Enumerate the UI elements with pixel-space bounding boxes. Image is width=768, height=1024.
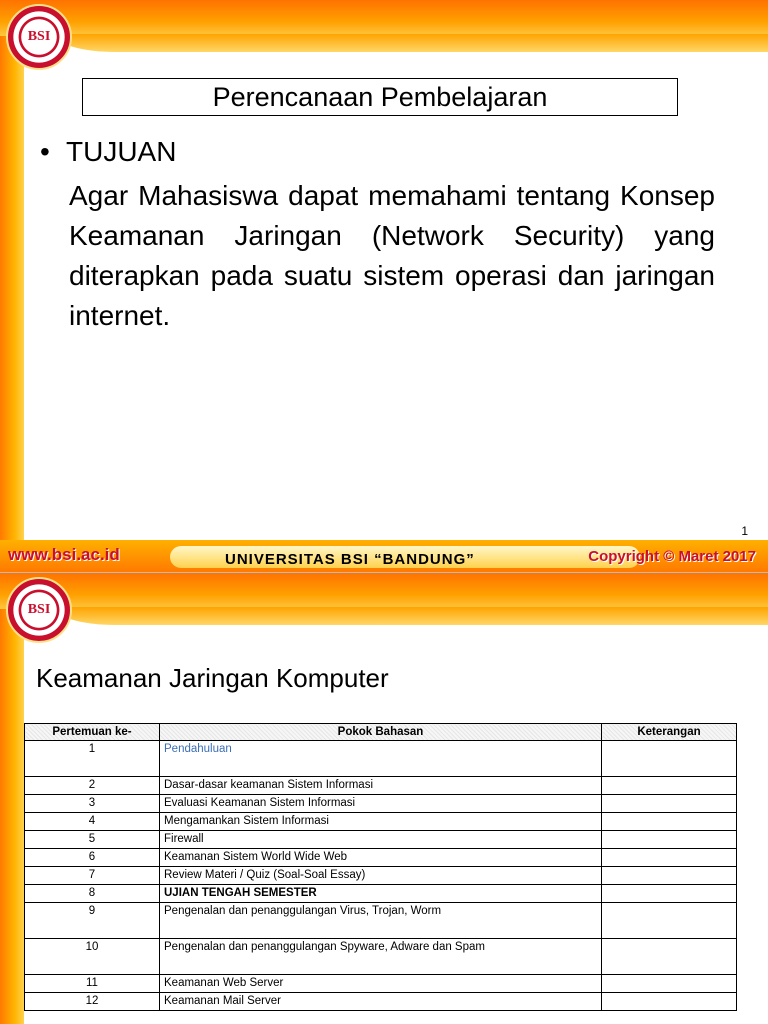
topic-cell: UJIAN TENGAH SEMESTER bbox=[160, 885, 602, 903]
meeting-number: 7 bbox=[25, 867, 160, 885]
meeting-number: 9 bbox=[25, 903, 160, 939]
note-cell bbox=[602, 849, 737, 867]
slide-title: Keamanan Jaringan Komputer bbox=[36, 663, 389, 693]
table-row bbox=[25, 795, 737, 813]
table-row bbox=[25, 813, 737, 831]
note-cell bbox=[602, 813, 737, 831]
header-note: Keterangan bbox=[602, 724, 737, 741]
table-row bbox=[25, 867, 737, 885]
meeting-number: 1 bbox=[25, 741, 160, 777]
frame-top-border bbox=[0, 0, 768, 36]
footer-url-link[interactable]: www.bsi.ac.id bbox=[8, 545, 120, 564]
topic-cell: Pengenalan dan penanggulangan Spyware, Adware dan Spam bbox=[160, 939, 602, 975]
table-row bbox=[25, 903, 737, 939]
university-logo bbox=[6, 4, 72, 70]
frame-top-border bbox=[0, 573, 768, 609]
frame-sweep bbox=[55, 34, 768, 52]
note-cell bbox=[602, 777, 737, 795]
table-row bbox=[25, 777, 737, 795]
table-row bbox=[25, 939, 737, 975]
footer-university-name: UNIVERSITAS BSI “BANDUNG” bbox=[225, 551, 475, 568]
bullet-label: TUJUAN bbox=[66, 136, 177, 167]
page-number: 1 bbox=[741, 524, 748, 538]
note-cell bbox=[602, 885, 737, 903]
table-row bbox=[25, 993, 737, 1011]
header-topic: Pokok Bahasan bbox=[160, 724, 602, 741]
table-row bbox=[25, 849, 737, 867]
table-header-row bbox=[25, 724, 737, 741]
frame-sweep bbox=[55, 607, 768, 625]
note-cell bbox=[602, 939, 737, 975]
topic-cell: Keamanan Web Server bbox=[160, 975, 602, 993]
course-schedule-table bbox=[24, 723, 737, 1011]
frame-left-border bbox=[0, 0, 24, 572]
topic-cell: Pengenalan dan penanggulangan Virus, Trojan, Worm bbox=[160, 903, 602, 939]
slide-title: Perencanaan Pembelajaran bbox=[82, 78, 678, 116]
table-row bbox=[25, 741, 737, 777]
topic-cell: Mengamankan Sistem Informasi bbox=[160, 813, 602, 831]
note-cell bbox=[602, 795, 737, 813]
objective-paragraph: Agar Mahasiswa dapat memahami tentang Konsep Keamanan Jaringan (Network Security) yang diterapkan pada suatu sistem operasi dan jaringan internet. bbox=[69, 180, 715, 331]
topic-cell: Firewall bbox=[160, 831, 602, 849]
table-row bbox=[25, 975, 737, 993]
slide-2 bbox=[0, 573, 768, 1024]
meeting-number: 5 bbox=[25, 831, 160, 849]
footer-copyright: Copyright © Maret 2017 bbox=[588, 548, 756, 565]
topic-cell[interactable]: Pendahuluan bbox=[160, 741, 602, 777]
note-cell bbox=[602, 993, 737, 1011]
note-cell bbox=[602, 903, 737, 939]
logo-text: BSI bbox=[27, 602, 51, 617]
topic-cell: Keamanan Sistem World Wide Web bbox=[160, 849, 602, 867]
table-row bbox=[25, 885, 737, 903]
meeting-number: 12 bbox=[25, 993, 160, 1011]
note-cell bbox=[602, 741, 737, 777]
topic-cell: Keamanan Mail Server bbox=[160, 993, 602, 1011]
note-cell bbox=[602, 975, 737, 993]
meeting-number: 4 bbox=[25, 813, 160, 831]
header-meeting: Pertemuan ke- bbox=[25, 724, 160, 741]
bullet-dot-icon: • bbox=[40, 136, 50, 167]
note-cell bbox=[602, 867, 737, 885]
meeting-number: 11 bbox=[25, 975, 160, 993]
meeting-number: 8 bbox=[25, 885, 160, 903]
university-logo bbox=[6, 577, 72, 643]
topic-cell: Evaluasi Keamanan Sistem Informasi bbox=[160, 795, 602, 813]
meeting-number: 3 bbox=[25, 795, 160, 813]
frame-left-border bbox=[0, 573, 24, 1024]
note-cell bbox=[602, 831, 737, 849]
meeting-number: 2 bbox=[25, 777, 160, 795]
logo-text: BSI bbox=[27, 29, 51, 44]
topic-cell: Review Materi / Quiz (Soal-Soal Essay) bbox=[160, 867, 602, 885]
table-row bbox=[25, 831, 737, 849]
meeting-number: 10 bbox=[25, 939, 160, 975]
meeting-number: 6 bbox=[25, 849, 160, 867]
bullet-heading bbox=[40, 136, 176, 168]
topic-cell: Dasar-dasar keamanan Sistem Informasi bbox=[160, 777, 602, 795]
